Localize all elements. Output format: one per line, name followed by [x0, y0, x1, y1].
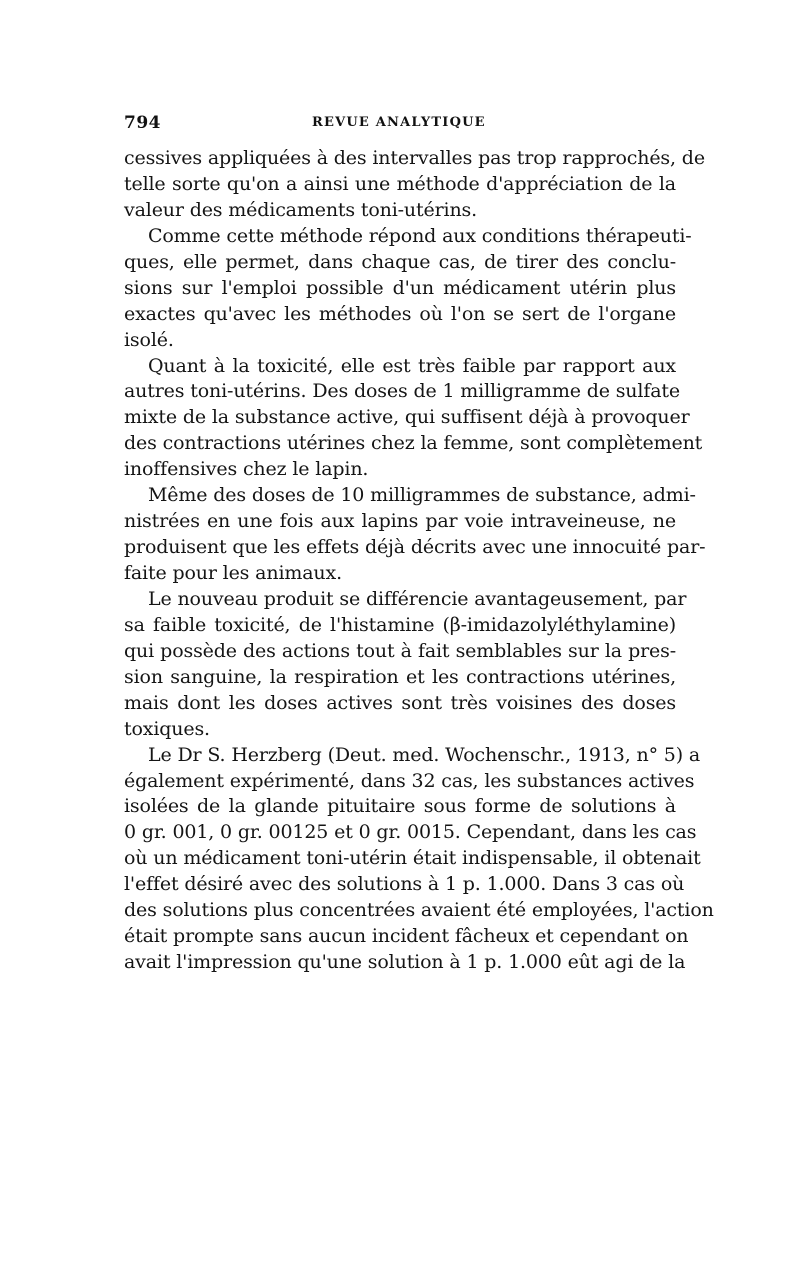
- text-line: sa faible toxicité, de l'histamine (β-imidazolyléthylamine): [124, 613, 676, 636]
- text-line: isolées de la glande pituitaire sous forme de solutions à: [124, 795, 676, 818]
- text-line: Même des doses de 10 milligrammes de substance, admi-: [148, 484, 696, 507]
- text-line: l'effet désiré avec des solutions à 1 p. 1.000. Dans 3 cas où: [124, 873, 685, 896]
- text-line: isolé.: [124, 328, 174, 351]
- text-line: qui possède des actions tout à fait semblables sur la pres-: [124, 639, 676, 662]
- text-line: cessives appliquées à des intervalles pas trop rapprochés, de: [124, 147, 705, 169]
- text-line: sion sanguine, la respiration et les contractions utérines,: [124, 665, 676, 688]
- text-line: où un médicament toni-utérin était indispensable, il obtenait: [124, 847, 701, 870]
- text-line: Le nouveau produit se différencie avantageusement, par: [148, 587, 687, 610]
- text-line: autres toni-utérins. Des doses de 1 milligramme de sulfate: [124, 380, 680, 403]
- text-line: des solutions plus concentrées avaient été employées, l'action: [124, 899, 714, 922]
- running-title: REVUE ANALYTIQUE: [312, 115, 486, 130]
- text-line: était prompte sans aucun incident fâcheux et cependant on: [124, 925, 689, 948]
- text-line: telle sorte qu'on a ainsi une méthode d'appréciation de la: [124, 172, 676, 195]
- text-line: produisent que les effets déjà décrits avec une innocuité par-: [124, 536, 706, 559]
- text-line: inoffensives chez le lapin.: [124, 458, 369, 481]
- running-header: [124, 113, 672, 137]
- text-line: exactes qu'avec les méthodes où l'on se sert de l'organe: [124, 302, 676, 325]
- text-line: Le Dr S. Herzberg (Deut. med. Wochenschr., 1913, n° 5) a: [148, 743, 701, 766]
- body-text: [124, 146, 714, 976]
- text-line: également expérimenté, dans 32 cas, les substances actives: [124, 769, 695, 792]
- text-line: des contractions utérines chez la femme, sont complètement: [124, 432, 703, 455]
- text-line: mais dont les doses actives sont très voisines des doses: [124, 691, 676, 714]
- text-line: mixte de la substance active, qui suffisent déjà à provoquer: [124, 406, 690, 429]
- text-line: ques, elle permet, dans chaque cas, de tirer des conclu-: [124, 250, 676, 273]
- text-line: toxiques.: [124, 717, 210, 740]
- text-line: nistrées en une fois aux lapins par voie intraveineuse, ne: [124, 510, 676, 533]
- text-line: Comme cette méthode répond aux conditions thérapeuti-: [148, 224, 692, 247]
- page-number: 794: [124, 113, 161, 133]
- text-line: valeur des médicaments toni-utérins.: [124, 198, 478, 221]
- text-line: Quant à la toxicité, elle est très faible par rapport aux: [148, 354, 676, 377]
- text-line: faite pour les animaux.: [124, 562, 342, 584]
- text-line: 0 gr. 001, 0 gr. 00125 et 0 gr. 0015. Cependant, dans les cas: [124, 821, 697, 844]
- text-line: sions sur l'emploi possible d'un médicament utérin plus: [124, 276, 676, 299]
- text-line: avait l'impression qu'une solution à 1 p. 1.000 eût agi de la: [124, 951, 686, 974]
